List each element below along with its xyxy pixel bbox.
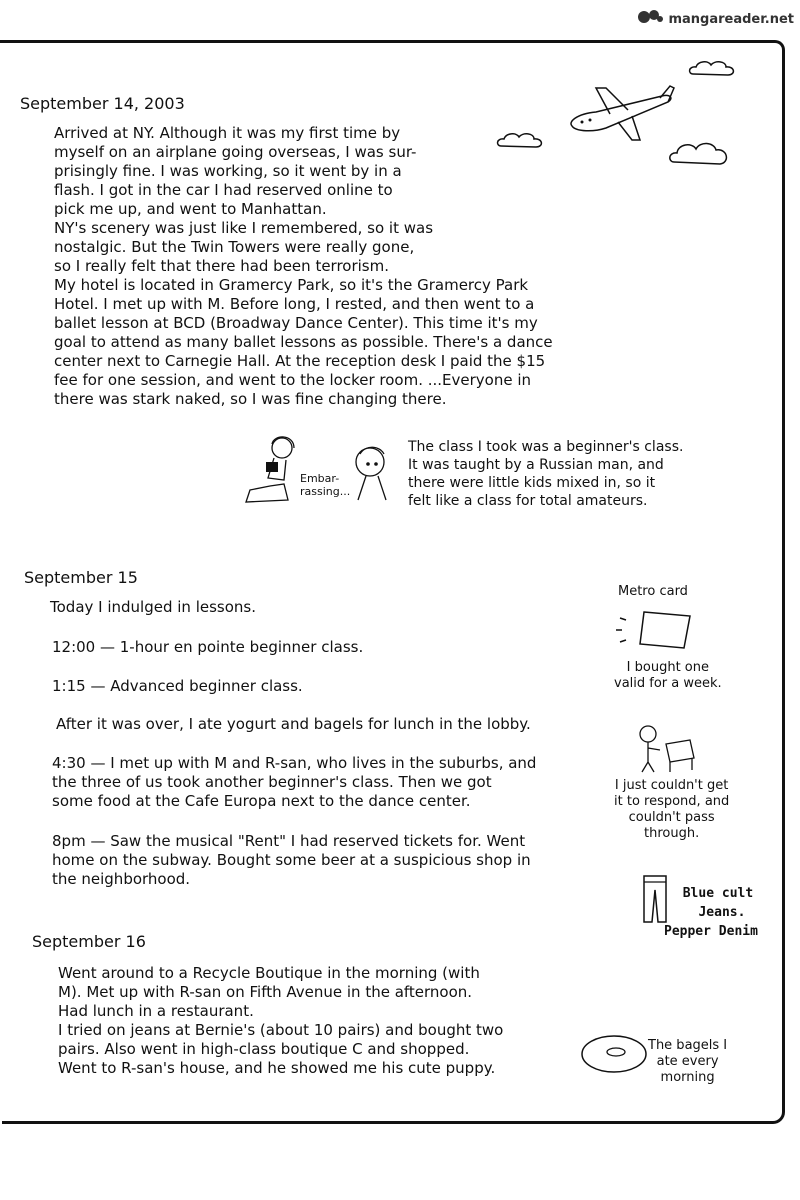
text-line: there were little kids mixed in, so it (408, 475, 656, 491)
metro-card-title: Metro card (618, 584, 688, 599)
cloud-icon (688, 58, 738, 80)
text-line: some food at the Cafe Europa next to the dance center. (52, 792, 471, 810)
text-line: morning (660, 1070, 715, 1085)
text-line: My hotel is located in Gramercy Park, so it's the Gramercy Park (54, 276, 529, 294)
entry-line: After it was over, I ate yogurt and bagels for lunch in the lobby. (56, 715, 531, 733)
text-line: couldn't pass (628, 810, 715, 825)
text-line: ate every (656, 1054, 719, 1069)
text-line: home on the subway. Bought some beer at a suspicious shop in (52, 851, 531, 869)
embarrassing-caption (300, 472, 350, 498)
watermark-text: mangareader.net (668, 11, 794, 27)
text-line: Embar- (300, 472, 340, 485)
jeans-icon (640, 874, 670, 924)
bagel-icon (578, 1030, 652, 1076)
girl-face-sketch-icon (346, 440, 396, 506)
text-line: center next to Carnegie Hall. At the reception desk I paid the $15 (54, 352, 546, 370)
text-line: ballet lesson at BCD (Broadway Dance Center). This time it's my (54, 314, 538, 332)
entry-paragraph (52, 754, 536, 811)
text-line: myself on an airplane going overseas, I was sur- (54, 143, 417, 161)
text-line: there was stark naked, so I was fine changing there. (54, 390, 447, 408)
entry-heading-sep16: September 16 (32, 932, 146, 951)
text-line: M). Met up with R-san on Fifth Avenue in the afternoon. (58, 983, 473, 1001)
text-line: I tried on jeans at Bernie's (about 10 pairs) and bought two (58, 1021, 504, 1039)
watermark (636, 8, 794, 30)
text-line: Had lunch in a restaurant. (58, 1002, 254, 1020)
text-line: I bought one (626, 660, 709, 675)
text-line: the three of us took another beginner's class. Then we got (52, 773, 492, 791)
text-line: The bagels I (648, 1038, 728, 1053)
bagel-note (648, 1038, 727, 1086)
class-note (408, 438, 683, 510)
metro-card-note (614, 660, 722, 692)
metro-card-icon (612, 604, 706, 654)
text-line: pairs. Also went in high-class boutique C and shopped. (58, 1040, 470, 1058)
airplane-icon (566, 84, 678, 146)
girl-sitting-sketch-icon (244, 434, 304, 506)
text-line: NY's scenery was just like I remembered, so it was (54, 219, 434, 237)
text-line: felt like a class for total amateurs. (408, 493, 648, 509)
text-line: fee for one session, and went to the locker room. ...Everyone in (54, 371, 532, 389)
entry-line: 1:15 — Advanced beginner class. (52, 677, 303, 695)
text-line: rassing... (300, 485, 351, 498)
text-line: 4:30 — I met up with M and R-san, who lives in the suburbs, and (52, 754, 537, 772)
text-line: The class I took was a beginner's class. (408, 439, 684, 455)
text-line: Arrived at NY. Although it was my first time by (54, 124, 401, 142)
entry-paragraph (58, 964, 503, 1078)
text-line: prisingly fine. I was working, so it went by in a (54, 162, 402, 180)
text-line: nostalgic. But the Twin Towers were really gone, (54, 238, 415, 256)
turnstile-note (614, 778, 729, 842)
text-line: it to respond, and (614, 794, 730, 809)
text-line: Blue cult (682, 886, 754, 901)
entry-heading-sep15: September 15 (24, 568, 138, 587)
text-line: Went to R-san's house, and he showed me his cute puppy. (58, 1059, 496, 1077)
text-line: Jeans. (698, 905, 746, 920)
text-line: pick me up, and went to Manhattan. (54, 200, 327, 218)
watermark-logo-icon (636, 8, 664, 30)
person-at-turnstile-icon (628, 722, 708, 774)
entry-paragraph (54, 124, 553, 409)
text-line: through. (644, 826, 700, 841)
text-line: I just couldn't get (614, 778, 729, 793)
text-line: the neighborhood. (52, 870, 191, 888)
text-line: valid for a week. (614, 676, 722, 691)
text-line: so I really felt that there had been terrorism. (54, 257, 389, 275)
entry-paragraph (52, 832, 531, 889)
text-line: It was taught by a Russian man, and (408, 457, 664, 473)
text-line: Hotel. I met up with M. Before long, I rested, and then went to a (54, 295, 535, 313)
text-line: goal to attend as many ballet lessons as possible. There's a dance (54, 333, 553, 351)
entry-line: Today I indulged in lessons. (50, 598, 256, 616)
jeans-note (664, 884, 758, 941)
text-line: flash. I got in the car I had reserved online to (54, 181, 393, 199)
text-line: Went around to a Recycle Boutique in the morning (with (58, 964, 480, 982)
entry-line: 12:00 — 1-hour en pointe beginner class. (52, 638, 364, 656)
entry-heading-sep14: September 14, 2003 (20, 94, 185, 113)
text-line: 8pm — Saw the musical "Rent" I had reserved tickets for. Went (52, 832, 526, 850)
text-line: Pepper Denim (664, 924, 758, 939)
